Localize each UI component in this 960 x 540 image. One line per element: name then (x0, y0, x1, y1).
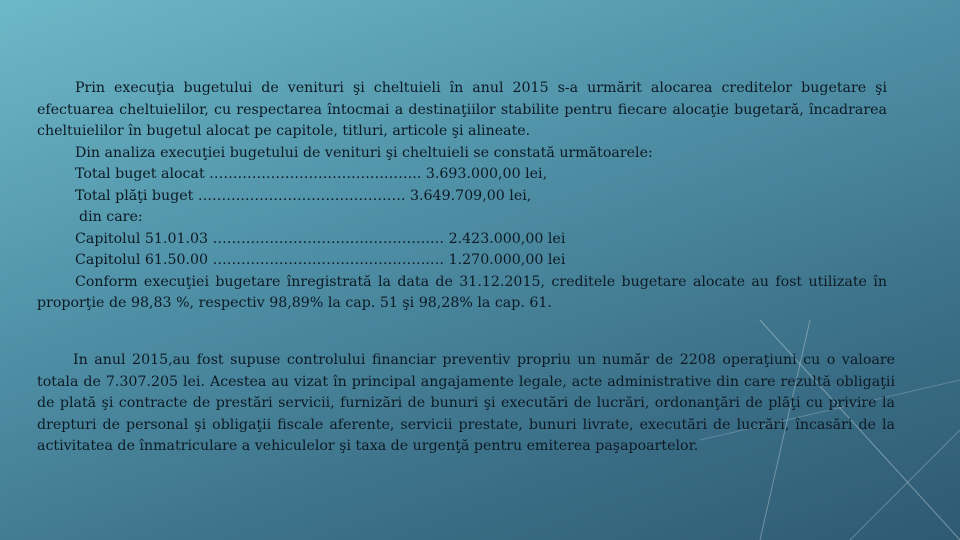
preventive-control-section (37, 350, 895, 458)
analysis-intro: Din analiza execuţiei bugetului de venituri şi cheltuieli se constată următoarele: (75, 144, 653, 161)
total-payments-line: Total plăţi buget ……….……………………………. 3.649.709,00 lei, (75, 187, 532, 204)
total-budget-line: Total buget alocat …………………………….……….. 3.693.000,00 lei, (75, 166, 548, 182)
chapter-51-line: Capitolul 51.01.03 ……………………………………….… 2.423.000,00 lei (75, 230, 566, 247)
preventive-control-paragraph: In anul 2015,au fost supuse controlului financiar preventiv propriu un număr de 2208 operaţiuni cu o valoare totala de 7.307.205 lei. Acestea au vizat în principal angajamente legale, acte administrative din care rezultă obligaţii de plată şi contracte de prestări servicii, furnizări de bunuri şi executări de lucrări, ordonanţări de plăţi cu privire la drepturi de personal şi obligaţii fiscale aferente, servicii prestate, bunuri livrate, executări de lucrări, încasări de la activitatea de înmatriculare a vehiculelor şi taxa de urgenţă pentru emiterea paşapoartelor. (37, 352, 895, 454)
intro-paragraph: Prin execuţia bugetului de venituri şi cheltuieli în anul 2015 s-a urmărit alocarea creditelor bugetare şi efectuarea cheltuielilor, cu respectarea întocmai a destinaţiilor stabilite pentru fiecare alocaţie bugetară, încadrarea cheltuielilor în bugetul alocat pe capitole, titluri, articole şi alineate. (37, 80, 887, 139)
budget-execution-section (37, 78, 887, 315)
chapter-61-line: Capitolul 61.50.00 ……………………………………….… 1.270.000,00 lei (75, 252, 566, 268)
of-which-label: din care: (79, 209, 143, 225)
conclusion-paragraph: Conform execuţiei bugetare înregistrată la data de 31.12.2015, creditele bugetare alocate au fost utilizate în proporţie de 98,83 %, respectiv 98,89% la cap. 51 şi 98,28% la cap. 61. (37, 273, 887, 311)
